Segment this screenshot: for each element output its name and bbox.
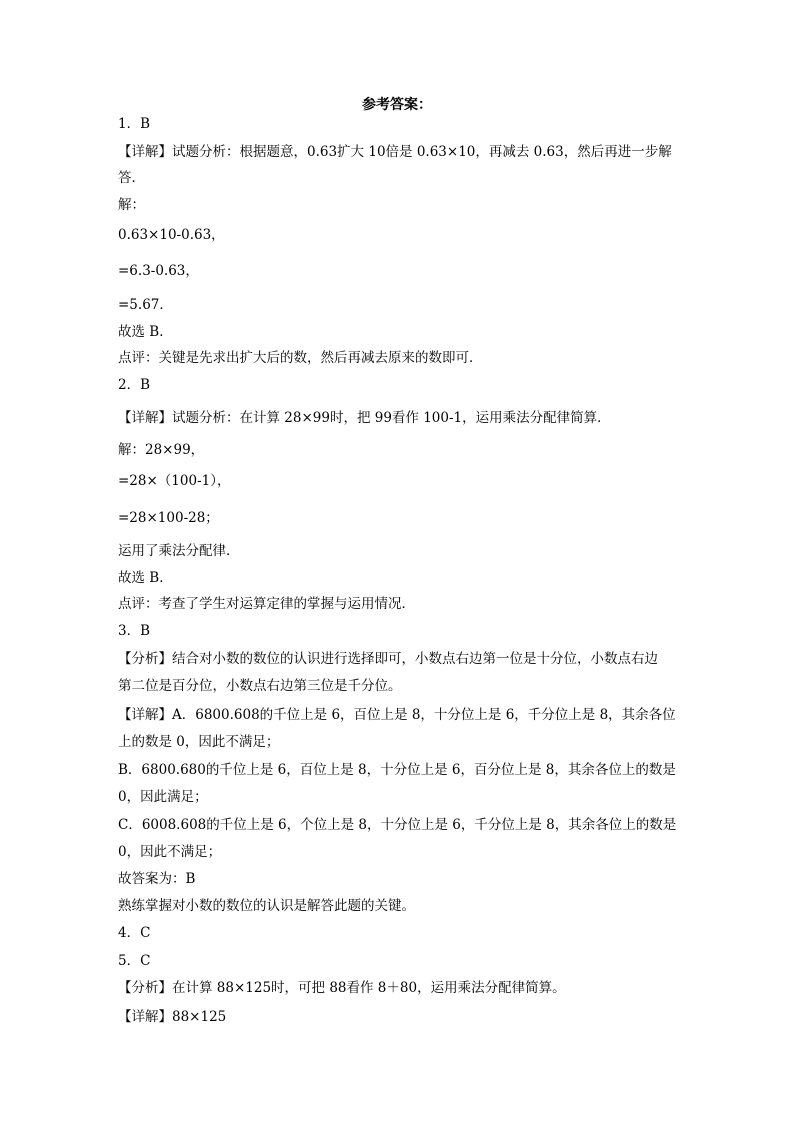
answer-2-explanation: 【详解】试题分析：在计算 28×99时，把 99看作 100-1，运用乘法分配律简算． [118, 410, 611, 426]
answer-5-explanation: 【详解】88×125 [118, 1009, 227, 1025]
answer-2-note: 运用了乘法分配律． [118, 543, 240, 559]
answer-3-option-b: B．6800.680的千位上是 6，百位上是 8，十分位上是 6，百分位上是 8，其余各位上的数是 [118, 762, 676, 778]
answer-1-step-3: =5.67． [118, 297, 173, 313]
answer-3-analysis: 【分析】结合对小数的数位的认识进行选择即可，小数点右边第一位是十分位，小数点右边 [118, 651, 658, 667]
answer-1-step-2: =6.3-0.63， [118, 263, 199, 279]
answer-5-choice: 5．C [118, 953, 151, 969]
answer-3-conclusion: 故答案为：B [118, 871, 196, 887]
answer-3-option-c-cont: 0，因此不满足； [118, 844, 222, 860]
answer-1-solution-label: 解： [118, 197, 145, 213]
answer-2-step-3: =28×100-28； [118, 510, 219, 526]
answer-1-step-1: 0.63×10-0.63， [118, 227, 225, 243]
answer-2-step-2: =28×（100-1）， [118, 473, 231, 489]
answer-3-option-c: C．6008.608的千位上是 6，个位上是 8，十分位上是 6，千分位上是 8，其余各位上的数是 [118, 817, 677, 833]
answer-1-explanation: 【详解】试题分析：根据题意，0.63扩大 10倍是 0.63×10，再减去 0.63，然后再进一步解 [118, 144, 672, 160]
answer-3-option-a-cont: 上的数是 0，因此不满足； [118, 734, 280, 750]
answer-1-explanation-cont: 答． [118, 170, 145, 186]
answer-2-conclusion: 故选 B． [118, 570, 173, 586]
answer-5-analysis: 【分析】在计算 88×125时，可把 88看作 8＋80，运用乘法分配律简算。 [118, 980, 566, 996]
answer-key-title: 参考答案： [362, 97, 432, 113]
answer-3-analysis-cont: 第二位是百分位，小数点右边第三位是千分位。 [118, 678, 402, 694]
answer-1-choice: 1．B [118, 116, 151, 132]
answer-3-choice: 3．B [118, 623, 151, 639]
answer-1-comment: 点评：关键是先求出扩大后的数，然后再减去原来的数即可． [118, 350, 483, 366]
answer-3-option-a: 【详解】A．6800.608的千位上是 6，百位上是 8，十分位上是 6，千分位上是 8，其余各位 [118, 707, 676, 723]
answer-2-step-1: 解：28×99， [118, 442, 205, 458]
answer-4-choice: 4．C [118, 925, 151, 941]
answer-3-key-point: 熟练掌握对小数的数位的认识是解答此题的关键。 [118, 898, 415, 914]
answer-2-choice: 2．B [118, 377, 151, 393]
answer-3-option-b-cont: 0，因此满足； [118, 789, 208, 805]
answer-1-conclusion: 故选 B． [118, 324, 173, 340]
answer-2-comment: 点评：考查了学生对运算定律的掌握与运用情况． [118, 596, 415, 612]
